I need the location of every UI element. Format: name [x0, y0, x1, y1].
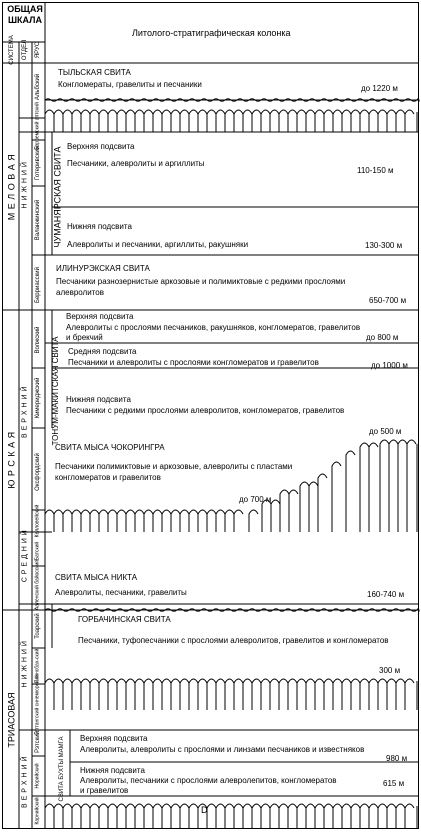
suite-chuman-upper-name: Верхняя подсвита [67, 142, 135, 151]
stage-valanginian: Валанжинский [35, 199, 41, 241]
stage-norian: Норийский [34, 763, 41, 789]
stage-pliensbachian: Плинсбах-ский [34, 648, 41, 684]
conglomerate-pattern [45, 110, 417, 132]
stage-hauterivian: Готеривский [35, 145, 41, 181]
suite-tonum-lower-lithology: Песчаники с редкими прослоями алевролитов, конгломератов, гравелитов [66, 406, 345, 415]
suite-chuman-upper-lithology: Песчаники, алевролиты и аргиллиты [67, 159, 205, 168]
stage-berriasian: Берриасский [35, 267, 41, 303]
suite-tonum-upper-lithology-1: Алевролиты с прослоями песчаников, ракушняков, конгломератов, гравелитов [66, 323, 361, 332]
system-header: СИСТЕМА [9, 35, 15, 65]
suite-tonum-middle-lithology: Песчаники и алевролиты с прослоями конгломератов и гравелитов [68, 358, 319, 367]
suite-chuman-name: ЧУМАНЯРСКАЯ СВИТА [52, 146, 63, 248]
suite-bukhta-lower-thickness: 615 м [383, 779, 405, 788]
stage-callovian: Келловейский [34, 504, 41, 538]
suite-gorbach-lithology: Песчаники, туфопесчаники с прослоями алевролитов, гравелитов и конгломератов [78, 636, 389, 645]
suite-tyl-name: ТЫЛЬСКАЯ СВИТА [58, 68, 131, 77]
stage-oxfordian: Оксфордский [35, 453, 41, 491]
column-title: Литолого-стратиграфическая колонка [132, 28, 291, 38]
suite-chuman-lower-thickness: 130-300 м [365, 241, 403, 250]
stage-bathonian: Батский [34, 541, 41, 561]
stage-albian: Альбский [35, 73, 41, 101]
suite-gorbach-name: ГОРБАЧИНСКАЯ СВИТА [78, 615, 171, 624]
suite-tonum-middle-thickness: до 1000 м [371, 361, 408, 370]
suite-chokoringra-thickness: до 700 м [239, 495, 272, 504]
division-jurassic-middle: С Р Е Д Н И Й [21, 529, 29, 583]
suite-bukhta-lower-lithology-2: и гравелитов [80, 786, 129, 795]
conglomerate-pattern [45, 440, 417, 532]
outer-frame [3, 3, 419, 829]
suite-tonum-upper-name: Верхняя подсвита [66, 312, 134, 321]
stage-carnian: Карнийский [34, 797, 41, 825]
conglomerate-pattern [45, 679, 417, 710]
suite-chuman-lower-name: Нижняя подсвита [67, 222, 132, 231]
system-cretaceous: М Е Л О В А Я [6, 153, 17, 221]
suite-bukhta-name: СВИТА БУХТЫ МАМГА [59, 736, 65, 802]
stage-toarcian: Тоарский [35, 613, 41, 639]
suite-bukhta-upper-thickness: 980 м [386, 754, 408, 763]
suite-tonum-middle-name: Средняя подсвита [68, 347, 137, 356]
suite-tonum-name: ТОНУМ-МАКИТСКАЯ СВИТА [51, 336, 60, 446]
suite-chokoringra-lithology-1: Песчаники полимиктовые и аркозовые, алевролиты с пластами [55, 462, 293, 471]
conglomerate-pattern [45, 804, 417, 829]
stage-hettangian-sinemurian: Геттангский синемюрский [34, 675, 41, 735]
stage-header: ЯРУС [35, 41, 41, 59]
stage-volgian: Волжский [35, 326, 41, 354]
stage-aalenian-bajocian: Ааленский байосский [34, 559, 41, 611]
suite-bukhta-lower-name: Нижняя подсвита [80, 766, 145, 775]
suite-gorbach-thickness: 300 м [379, 666, 401, 675]
suite-tonum-upper-lithology-2: и брекчий [66, 333, 103, 342]
suite-bukhta-upper-name: Верхняя подсвита [80, 734, 148, 743]
suite-tyl-thickness: до 1220 м [361, 84, 398, 93]
basement-label: D [201, 805, 208, 815]
scale-title: ОБЩАЯ ШКАЛА [7, 4, 43, 25]
suite-chokoringra-name: СВИТА МЫСА ЧОКОРИНГРА [55, 443, 165, 452]
suite-ilinur-lithology-2: алевролитов [56, 288, 104, 297]
suite-nikta-thickness: 160-740 м [367, 590, 405, 599]
suite-tonum-lower-name: Нижняя подсвита [66, 395, 131, 404]
suite-ilinur-lithology-1: Песчаники разнозернистые аркозовые и полимиктовые с редкими прослоями [56, 277, 346, 286]
stage-barremian-aptian: Барремский аптский [34, 102, 41, 150]
suite-tyl-lithology: Конгломераты, гравелиты и песчаники [58, 80, 202, 89]
suite-nikta-name: СВИТА МЫСА НИКТА [55, 573, 138, 582]
division-triassic-upper: В Е Р Х Н И Й [21, 756, 29, 808]
system-triassic: ТРИАСОВАЯ [6, 692, 17, 748]
stage-kimmeridgian: Кимериджский [35, 377, 41, 419]
division-header: ОТДЕЛ [22, 39, 28, 61]
suite-nikta-lithology: Алевролиты, песчаники, гравелиты [55, 588, 187, 597]
suite-ilinur-thickness: 650-700 м [369, 296, 407, 305]
suite-tonum-lower-thickness: до 500 м [369, 427, 402, 436]
suite-ilinur-name: ИЛИНУРЭКСКАЯ СВИТА [56, 264, 150, 273]
system-jurassic: Ю Р С К А Я [6, 431, 17, 489]
suite-bukhta-lower-lithology-1: Алевролиты, песчаники с прослоями алевролепитов, конгломератов [80, 776, 337, 785]
suite-bukhta-upper-lithology: Алевролиты, алевролиты с прослоями и линзами песчаников и известняков [80, 745, 365, 754]
stage-rhaetian: Рэтский [35, 731, 41, 753]
division-cretaceous-lower: Н И Ж Н И Й [21, 161, 29, 209]
suite-chokoringra-lithology-2: конгломератов и гравелитов [55, 473, 161, 482]
suite-chuman-lower-lithology: Алевролиты и песчаники, аргиллиты, ракушняки [67, 240, 249, 249]
division-jurassic-upper: В Е Р Х Н И Й [21, 386, 29, 438]
division-jurassic-lower: Н И Ж Н И Й [21, 640, 29, 688]
suite-chuman-upper-thickness: 110-150 м [357, 166, 394, 175]
suite-tonum-upper-thickness: до 800 м [366, 333, 399, 342]
